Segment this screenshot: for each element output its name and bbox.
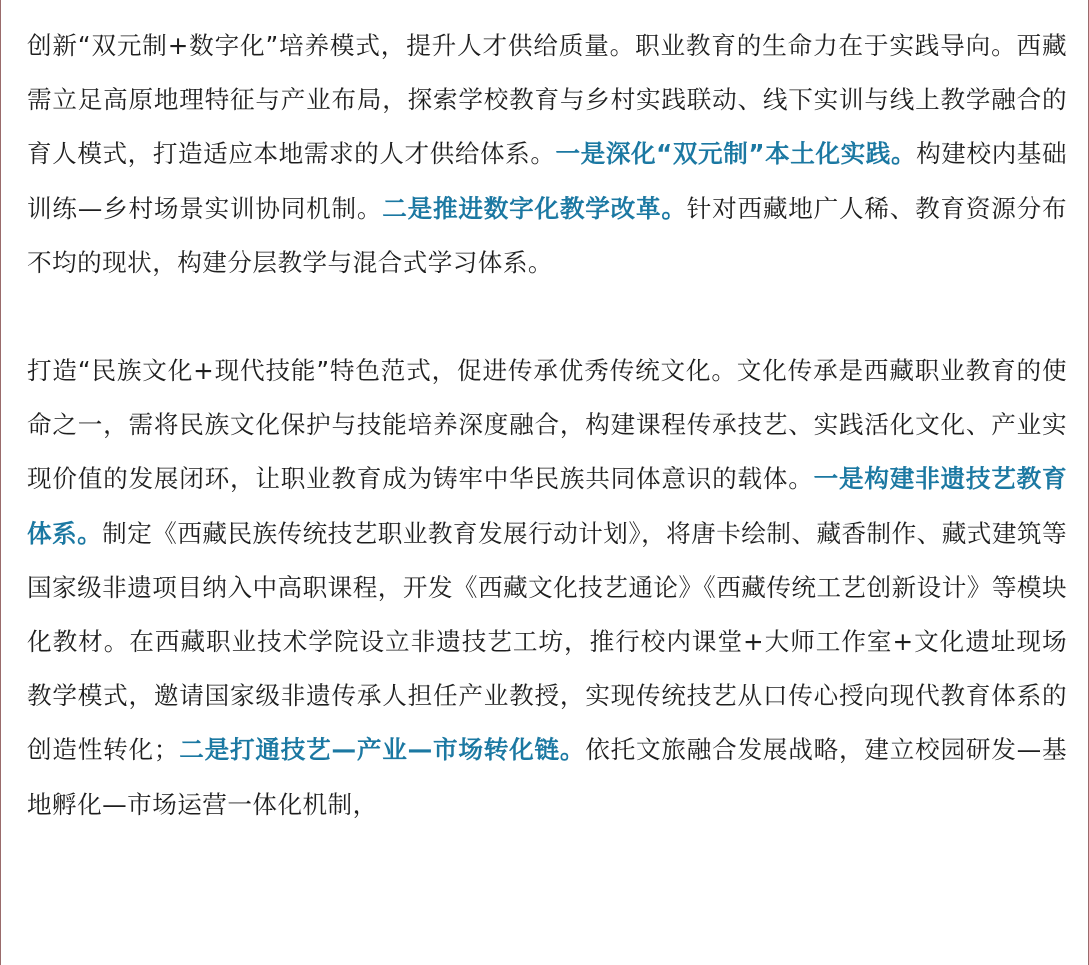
paragraph-text: 依托文旅融合发展战略，建立校园研发—基地孵化—市场运营一体化机制， [27, 735, 1068, 819]
highlight-point-one: 一是构建非遗技艺教育体系。 [27, 464, 1067, 548]
paragraph-text: 打造“民族文化+现代技能”特色范式，促进传承优秀传统文化。文化传承是西藏职业教育的使命之一，需将民族文化保护与技能培养深度融合，构建课程传承技艺、实践活化文化、产业实现价值的发展闭环，让职业教育成为铸牢中华民族共同体意识的载体。 [27, 356, 1067, 494]
paragraph-text: 创新“双元制+数字化”培养模式，提升人才供给质量。职业教育的生命力在于实践导向。西藏需立足高原地理特征与产业布局，探索学校教育与乡村实践联动、线下实训与线上教学融合的育人模式，打造适应本地需求的人才供给体系。 [27, 31, 1067, 169]
paragraph-ethnic-culture [27, 344, 1067, 832]
paragraph-text: 针对西藏地广人稀、教育资源分布不均的现状，构建分层教学与混合式学习体系。 [27, 193, 1067, 277]
paragraph-text: 制定《西藏民族传统技艺职业教育发展行动计划》，将唐卡绘制、藏香制作、藏式建筑等国家级非遗项目纳入中高职课程，开发《西藏文化技艺通论》《西藏传统工艺创新设计》等模块化教材。在西藏职业技术学院设立非遗技艺工坊，推行校内课堂+大师工作室+文化遗址现场教学模式，邀请国家级非遗传承人担任产业教授，实现传统技艺从口传心授向现代教育体系的创造性转化； [27, 518, 1067, 765]
paragraph-dual-system [27, 19, 1067, 290]
highlight-point-two: 二是打通技艺—产业—市场转化链。 [178, 735, 586, 765]
article-body [27, 19, 1067, 832]
highlight-point-two: 二是推进数字化教学改革。 [382, 193, 687, 223]
highlight-point-one: 一是深化“双元制”本土化实践。 [555, 139, 917, 169]
paragraph-text: 构建校内基础训练—乡村场景实训协同机制。 [27, 139, 1067, 223]
